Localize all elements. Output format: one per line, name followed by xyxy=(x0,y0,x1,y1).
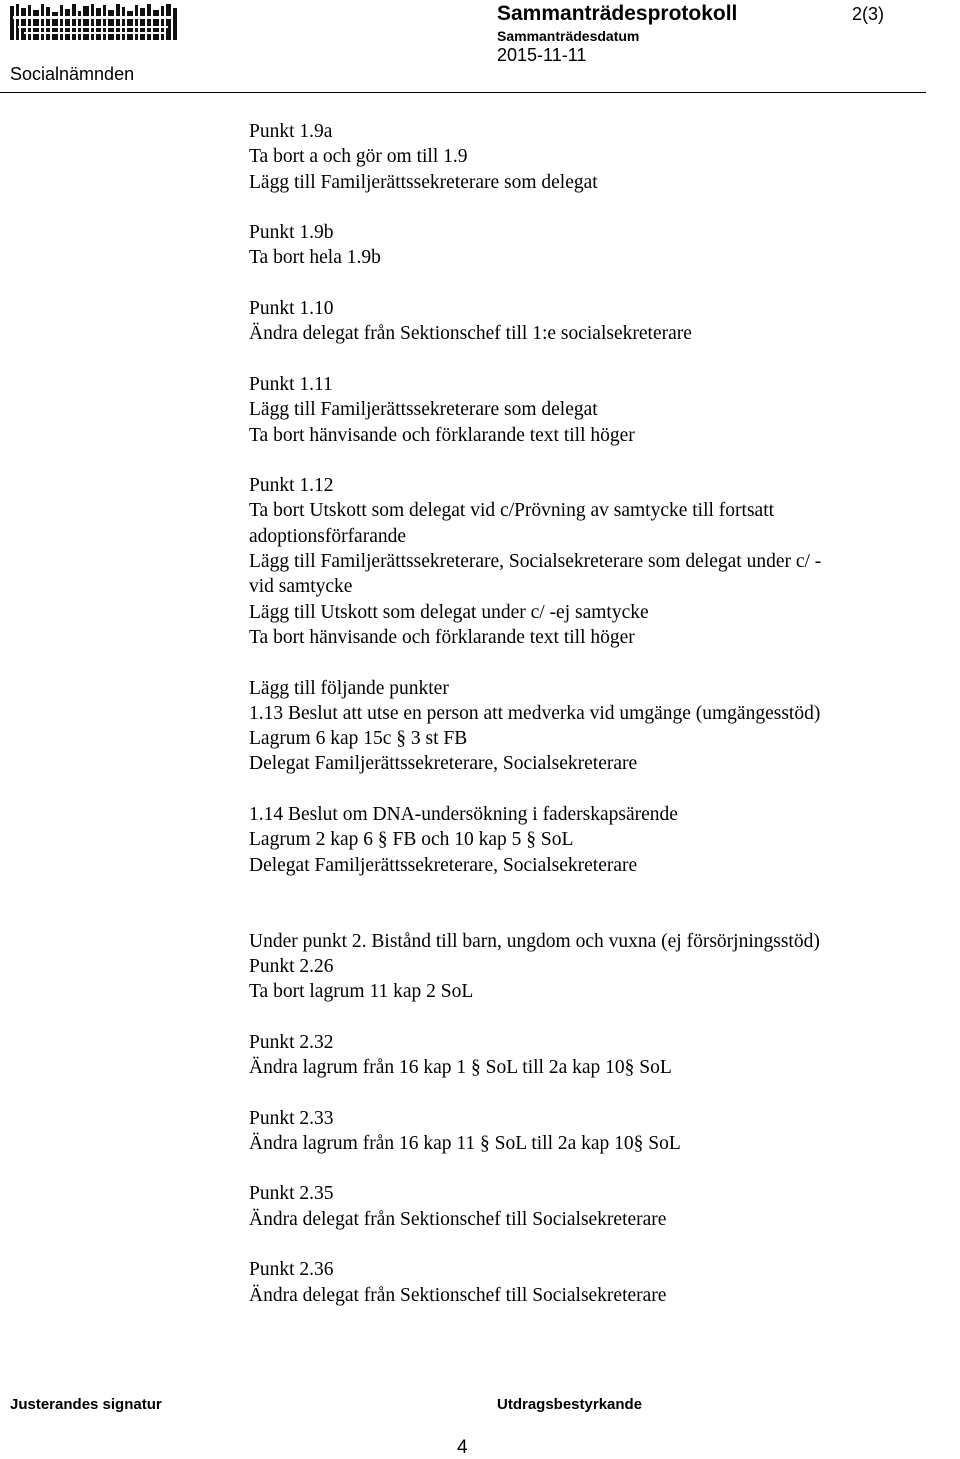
section-line: Lägg till Familjerättssekreterare, Socialsekreterare som delegat under c/ - xyxy=(249,551,822,573)
section-line: Lagrum 2 kap 6 § FB och 10 kap 5 § SoL xyxy=(249,829,574,851)
section-punkt-1-9b xyxy=(249,220,929,271)
section-line: Ta bort a och gör om till 1.9 xyxy=(249,146,468,168)
protocol-body xyxy=(249,119,929,1333)
signature-label: Justerandes signatur xyxy=(10,1396,162,1413)
document-title: Sammanträdesprotokoll xyxy=(497,2,738,25)
section-punkt-2-36 xyxy=(249,1257,929,1308)
section-punkt-2-35 xyxy=(249,1181,929,1232)
section-heading: Punkt 2.35 xyxy=(249,1183,334,1205)
page-count: 2(3) xyxy=(852,4,885,24)
section-heading: Punkt 1.10 xyxy=(249,298,334,320)
section-line: adoptionsförfarande xyxy=(249,525,407,547)
section-line: Ändra lagrum från 16 kap 1 § SoL till 2a kap 10§ SoL xyxy=(249,1056,672,1078)
section-heading: Punkt 2.33 xyxy=(249,1107,334,1129)
section-line: Delegat Familjerättssekreterare, Socialsekreterare xyxy=(249,753,638,775)
section-line: Lägg till Familjerättssekreterare som delegat xyxy=(249,399,598,421)
section-line: Ändra lagrum från 16 kap 11 § SoL till 2a kap 10§ SoL xyxy=(249,1132,681,1154)
section-point-1-14 xyxy=(249,802,929,878)
section-punkt-1-11 xyxy=(249,372,929,448)
section-line: Ta bort hela 1.9b xyxy=(249,247,381,269)
section-new-points xyxy=(249,676,929,777)
meeting-date-value: 2015-11-11 xyxy=(497,45,587,65)
section-heading: Punkt 1.12 xyxy=(249,475,334,497)
section-line: Ändra delegat från Sektionschef till 1:e socialsekreterare xyxy=(249,323,692,345)
section-punkt-1-12 xyxy=(249,473,929,650)
section-line: Ta bort Utskott som delegat vid c/Prövning av samtycke till fortsatt xyxy=(249,500,775,522)
page-number: 4 xyxy=(457,1437,468,1458)
section-line: Ändra delegat från Sektionschef till Socialsekreterare xyxy=(249,1208,667,1230)
meeting-date-label: Sammanträdesdatum xyxy=(497,28,640,44)
section-punkt-1-9a xyxy=(249,119,929,195)
section-punkt-2-32 xyxy=(249,1030,929,1081)
section-line: Lagrum 6 kap 15c § 3 st FB xyxy=(249,728,468,750)
section-line: 1.13 Beslut att utse en person att medverka vid umgänge (umgängesstöd) xyxy=(249,702,821,724)
section-heading: Punkt 1.9b xyxy=(249,222,334,244)
municipality-logo xyxy=(10,2,178,42)
section-line: Lägg till Familjerättssekreterare som delegat xyxy=(249,171,598,193)
section-line: Punkt 2.26 xyxy=(249,955,334,977)
organization-name: Socialnämnden xyxy=(10,64,135,84)
header-divider xyxy=(0,92,926,93)
section-heading: Lägg till följande punkter xyxy=(249,677,449,699)
section-punkt-2-33 xyxy=(249,1106,929,1157)
section-punkt-2-26 xyxy=(249,929,929,1005)
section-heading: Punkt 1.9a xyxy=(249,121,333,142)
section-line: Ta bort hänvisande och förklarande text till höger xyxy=(249,626,635,648)
section-heading: Under punkt 2. Bistånd till barn, ungdom och vuxna (ej försörjningsstöd) xyxy=(249,930,820,952)
section-heading: Punkt 1.11 xyxy=(249,373,333,395)
section-line: Ta bort lagrum 11 kap 2 SoL xyxy=(249,981,474,1003)
section-line: Ta bort hänvisande och förklarande text till höger xyxy=(249,424,635,446)
section-heading: Punkt 2.32 xyxy=(249,1031,334,1053)
section-line: Delegat Familjerättssekreterare, Socialsekreterare xyxy=(249,854,638,876)
section-heading: Punkt 2.36 xyxy=(249,1259,334,1281)
section-line: Ändra delegat från Sektionschef till Socialsekreterare xyxy=(249,1284,667,1306)
section-punkt-1-10 xyxy=(249,296,929,347)
section-line: Lägg till Utskott som delegat under c/ -ej samtycke xyxy=(249,601,649,623)
certification-label: Utdragsbestyrkande xyxy=(497,1396,643,1413)
section-line: vid samtycke xyxy=(249,576,353,598)
section-heading: 1.14 Beslut om DNA-undersökning i faderskapsärende xyxy=(249,804,678,826)
